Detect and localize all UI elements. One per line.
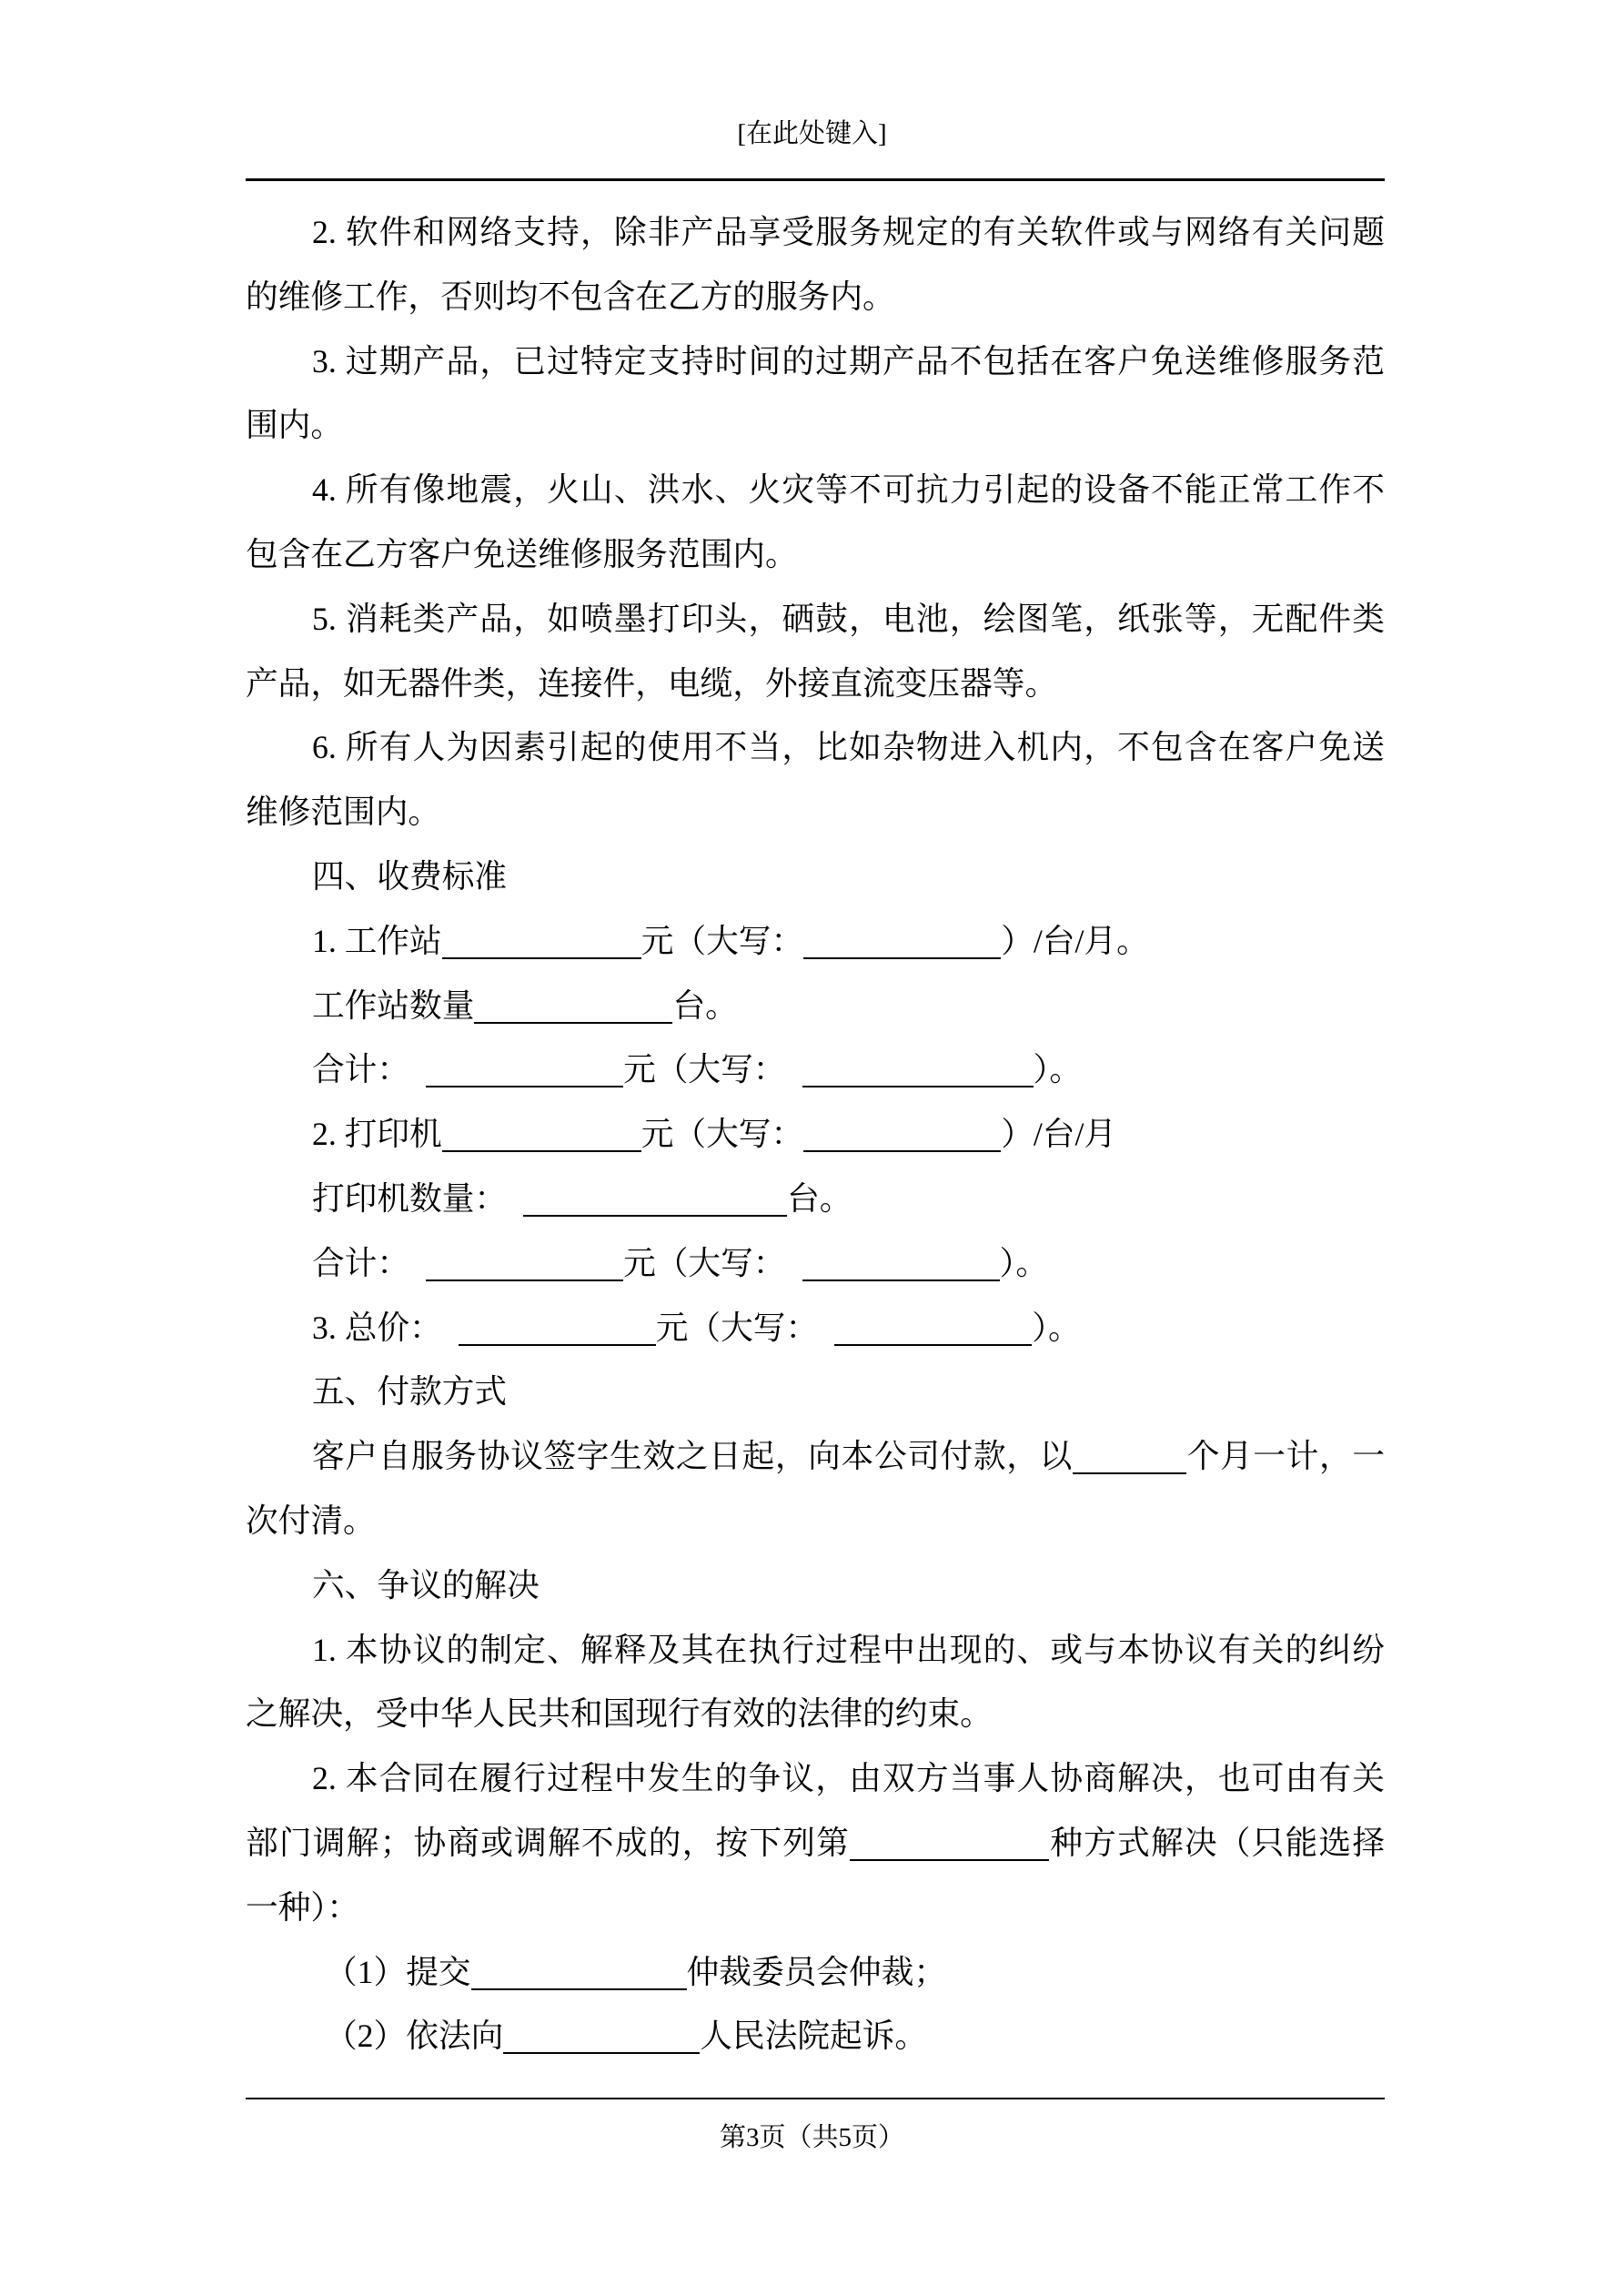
printer-total-blank[interactable] [426,1236,623,1281]
dispute-method-blank[interactable] [850,1816,1049,1861]
document-body [246,200,1385,2068]
label: 台。 [787,1179,852,1217]
fill-printer-qty [246,1167,1385,1231]
clause-line: 6. 所有人为因素引起的使用不当，比如杂物进入机内，不包含在客户免送 [312,729,1385,766]
label: 部门调解；协商或调解不成的，按下列第 [246,1824,851,1861]
fill-printer-total [246,1231,1385,1296]
clause-line: 3. 过期产品，已过特定支持时间的过期产品不包括在客户免送维修服务范 [312,342,1385,379]
label: 元（大写： [623,1051,786,1088]
clause-line: 2. 本合同在履行过程中发生的争议，由双方当事人协商解决，也可由有关 [312,1760,1385,1797]
printer-qty-blank[interactable] [523,1171,787,1217]
label: 个月一计，一 [1185,1438,1386,1475]
section-heading-fees: 四、收费标准 [312,857,508,895]
footer-rule [246,2098,1385,2099]
clause-line: 1. 本协议的制定、解释及其在执行过程中出现的、或与本协议有关的纠纷 [312,1631,1385,1668]
arbitration-blank[interactable] [471,1945,687,1990]
label: 工作站数量 [312,986,475,1024]
label: 仲裁委员会仲裁； [686,1953,947,1990]
clause-line: 一种）： [246,1888,359,1926]
label: ）/台/月。 [1001,922,1149,959]
fill-grand-total [246,1296,1385,1360]
payment-months-blank[interactable] [1073,1429,1186,1474]
printer-price-words-blank[interactable] [803,1107,1001,1152]
fill-litigation [246,2004,1385,2068]
label: 种方式解决（只能选择 [1049,1824,1386,1861]
label: 合计： [312,1051,410,1088]
clause-line: 产品，如无器件类，连接件，电缆，外接直流变压器等。 [246,664,1058,702]
clause-line: 5. 消耗类产品，如喷墨打印头，硒鼓，电池，绘图笔，纸张等，无配件类 [312,600,1385,637]
clause-line: 2. 软件和网络支持，除非产品享受服务规定的有关软件或与网络有关问题 [312,214,1385,250]
label: （2）依法向 [325,2018,504,2055]
label: 元（大写： [641,922,804,959]
clause-line: 次付清。 [246,1502,376,1539]
label: （1）提交 [325,1953,471,1990]
label: ）。 [1032,1309,1081,1346]
workstation-price-words-blank[interactable] [803,914,1001,959]
fill-arbitration [246,1940,1385,2005]
section-heading-payment: 五、付款方式 [312,1373,508,1411]
page-header: [在此处键入] [737,119,887,148]
fill-printer-price [246,1102,1385,1167]
clause-line: 4. 所有像地震，火山、洪水、火灾等不可抗力引起的设备不能正常工作不 [312,471,1385,509]
section-heading-dispute: 六、争议的解决 [312,1566,540,1603]
workstation-price-blank[interactable] [442,914,641,959]
page-number: 第3页（共5页） [719,2123,904,2152]
workstation-qty-blank[interactable] [474,978,672,1024]
workstation-total-blank[interactable] [426,1042,623,1087]
grand-total-blank[interactable] [459,1300,656,1346]
printer-price-blank[interactable] [442,1107,641,1152]
grand-total-words-blank[interactable] [834,1300,1032,1346]
fill-workstation-qty [246,974,1385,1038]
fill-dispute-method [246,1811,1385,1876]
label: 1. 工作站 [312,922,442,959]
label: ）/台/月 [1001,1116,1117,1153]
label: 3. 总价： [312,1309,442,1346]
label: 人民法院起诉。 [700,2018,928,2055]
printer-total-words-blank[interactable] [802,1236,1000,1281]
label: 元（大写： [623,1244,786,1281]
clause-line: 维修范围内。 [246,794,441,831]
fill-payment [246,1424,1385,1489]
header-rule [246,178,1385,181]
label: ）。 [1033,1051,1083,1088]
label: 元（大写： [641,1116,804,1153]
label: 2. 打印机 [312,1116,442,1153]
fill-workstation-total [246,1037,1385,1102]
clause-line: 围内。 [246,407,344,444]
clause-line: 的维修工作，否则均不包含在乙方的服务内。 [246,278,895,315]
label: ）。 [999,1244,1049,1281]
court-blank[interactable] [503,2008,700,2054]
clause-line: 包含在乙方客户免送维修服务范围内。 [246,535,798,572]
label: 元（大写： [655,1309,819,1346]
fill-workstation-price [246,909,1385,974]
workstation-total-words-blank[interactable] [802,1042,1034,1087]
label: 台。 [672,986,738,1024]
label: 合计： [312,1244,410,1281]
clause-line: 之解决，受中华人民共和国现行有效的法律的约束。 [246,1695,993,1733]
label: 打印机数量： [312,1179,508,1217]
label: 客户自服务协议签字生效之日起，向本公司付款，以 [312,1438,1073,1475]
